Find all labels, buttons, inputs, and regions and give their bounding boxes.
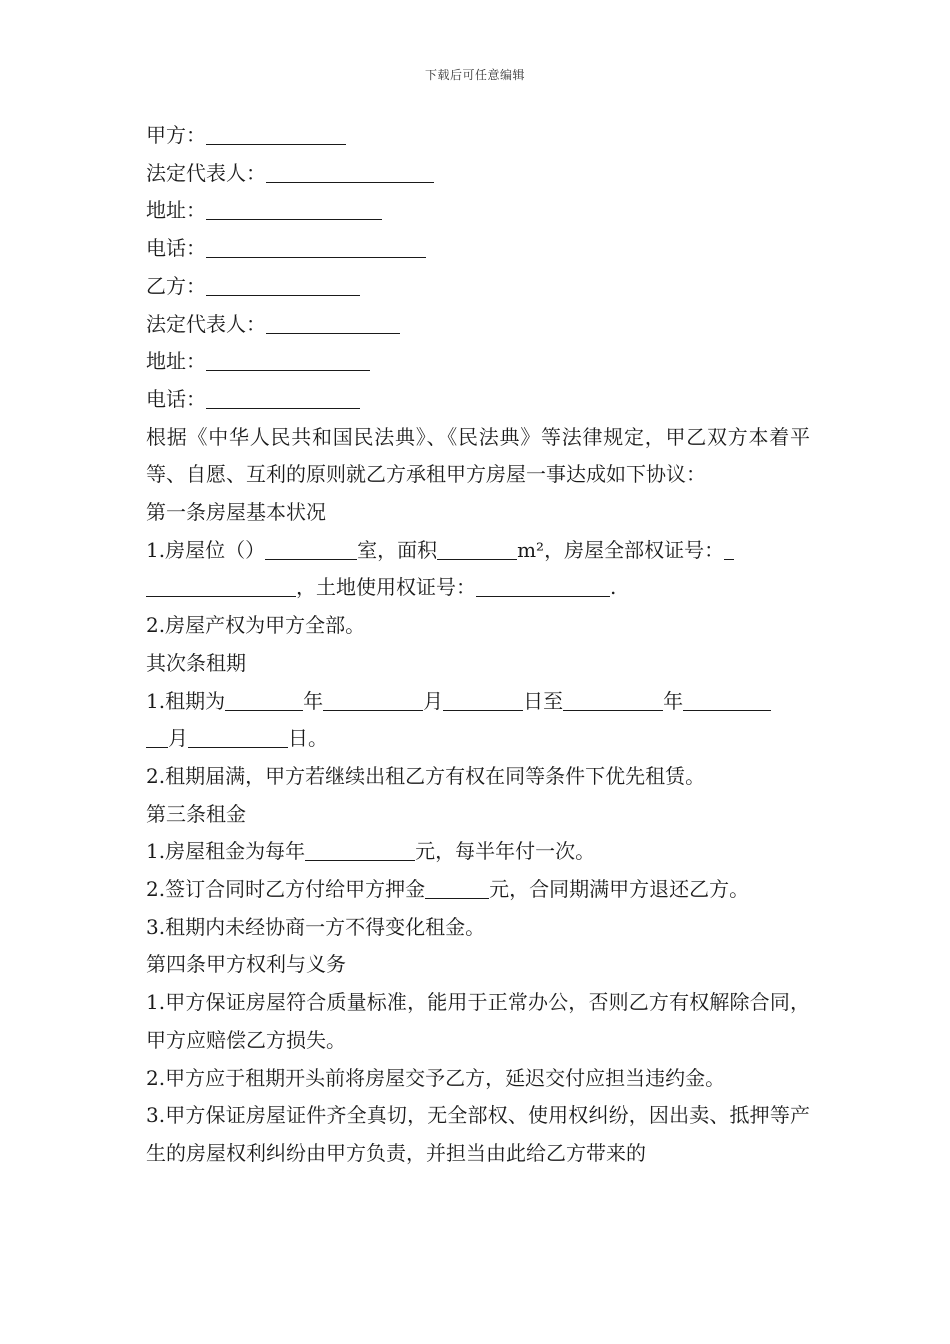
article3-item2	[146, 871, 810, 909]
article2-item1	[146, 683, 810, 758]
article3-item1	[146, 833, 810, 871]
article1-item1-text-a: 1.房屋位（）	[146, 537, 266, 562]
address-a-line	[146, 192, 810, 230]
party-b-label: 乙方：	[146, 273, 206, 298]
end-day-blank	[188, 727, 288, 748]
article2-item1-text-b: 年	[303, 688, 324, 713]
article2-item1-text-d: 日至	[523, 688, 564, 713]
article2-item1-text-f: 月	[168, 726, 188, 751]
article2-item1-text-c: 月	[423, 688, 444, 713]
article3-item2-text-a: 2.签订合同时乙方付给甲方押金	[146, 877, 426, 902]
article2-item1-text-g: 日。	[288, 726, 328, 751]
start-year-blank	[225, 690, 303, 711]
end-month-blank	[146, 727, 168, 748]
phone-a-line	[146, 230, 810, 268]
intro-paragraph: 根据《中华人民共和国民法典》、《民法典》等法律规定，甲乙双方本着平等、自愿、互利的原则就乙方承租甲方房屋一事达成如下协议：	[146, 424, 810, 487]
address-b-label: 地址：	[146, 349, 206, 374]
article4-title: 第四条甲方权利与义务	[146, 952, 346, 977]
room-blank	[265, 539, 357, 560]
deposit-blank	[425, 878, 489, 899]
article1-item1-text-b: 室，面积	[357, 537, 438, 562]
phone-b-blank	[206, 388, 360, 409]
party-b-line	[146, 268, 810, 306]
legal-rep-b-blank	[266, 313, 400, 334]
party-a-label: 甲方：	[146, 123, 206, 147]
address-b-blank	[206, 350, 370, 371]
annual-rent-blank	[305, 840, 415, 861]
legal-rep-a-blank	[266, 162, 434, 183]
land-cert-blank	[476, 576, 610, 597]
legal-rep-b-line	[146, 306, 810, 344]
end-month-blank-start	[683, 690, 771, 711]
address-a-blank	[206, 199, 382, 220]
article1-item1-text-e: .	[610, 575, 617, 600]
article2-item1-text-e: 年	[663, 688, 684, 713]
contract-body	[146, 117, 810, 1173]
article2-item2: 2.租期届满，甲方若继续出租乙方有权在同等条件下优先租赁。	[146, 763, 706, 788]
legal-rep-b-label: 法定代表人：	[146, 311, 266, 336]
ownership-cert-blank-start	[724, 539, 734, 560]
article3-item1-text-b: 元，每半年付一次。	[415, 839, 596, 864]
article1-item1	[146, 532, 810, 607]
phone-b-label: 电话：	[146, 386, 206, 411]
article4-item1: 1.甲方保证房屋符合质量标准，能用于正常办公，否则乙方有权解除合同，甲方应赔偿乙方损失。	[146, 990, 810, 1052]
article2-item1-text-a: 1.租期为	[146, 688, 226, 713]
phone-a-blank	[206, 237, 426, 258]
article3-title: 第三条租金	[146, 801, 246, 826]
article2-title: 其次条租期	[146, 650, 246, 675]
legal-rep-a-label: 法定代表人：	[146, 160, 266, 185]
legal-rep-a-line	[146, 155, 810, 193]
article1-title: 第一条房屋基本状况	[146, 500, 326, 525]
party-b-blank	[206, 275, 360, 296]
address-b-line	[146, 343, 810, 381]
article1-item1-text-c: m²，房屋全部权证号：	[517, 537, 725, 562]
area-blank	[437, 539, 517, 560]
phone-b-line	[146, 381, 810, 419]
start-month-blank	[323, 690, 423, 711]
article4-item3: 3.甲方保证房屋证件齐全真切，无全部权、使用权纠纷，因出卖、抵押等产生的房屋权利纠纷由甲方负责，并担当由此给乙方带来的	[146, 1103, 810, 1165]
article3-item2-text-b: 元，合同期满甲方退还乙方。	[489, 877, 750, 902]
end-year-blank	[563, 690, 663, 711]
article3-item1-text-a: 1.房屋租金为每年	[146, 839, 306, 864]
phone-a-label: 电话：	[146, 236, 206, 261]
start-day-blank	[443, 690, 523, 711]
address-a-label: 地址：	[146, 198, 206, 223]
page-header: 下载后可任意编辑	[424, 68, 525, 82]
ownership-cert-blank	[146, 576, 296, 597]
article4-item2: 2.甲方应于租期开头前将房屋交予乙方，延迟交付应担当违约金。	[146, 1065, 726, 1090]
article3-item3: 3.租期内未经协商一方不得变化租金。	[146, 914, 486, 939]
party-a-line	[146, 117, 810, 155]
article1-item2: 2.房屋产权为甲方全部。	[146, 613, 366, 638]
party-a-blank	[206, 124, 346, 145]
article1-item1-text-d: ，土地使用权证号：	[296, 575, 476, 600]
